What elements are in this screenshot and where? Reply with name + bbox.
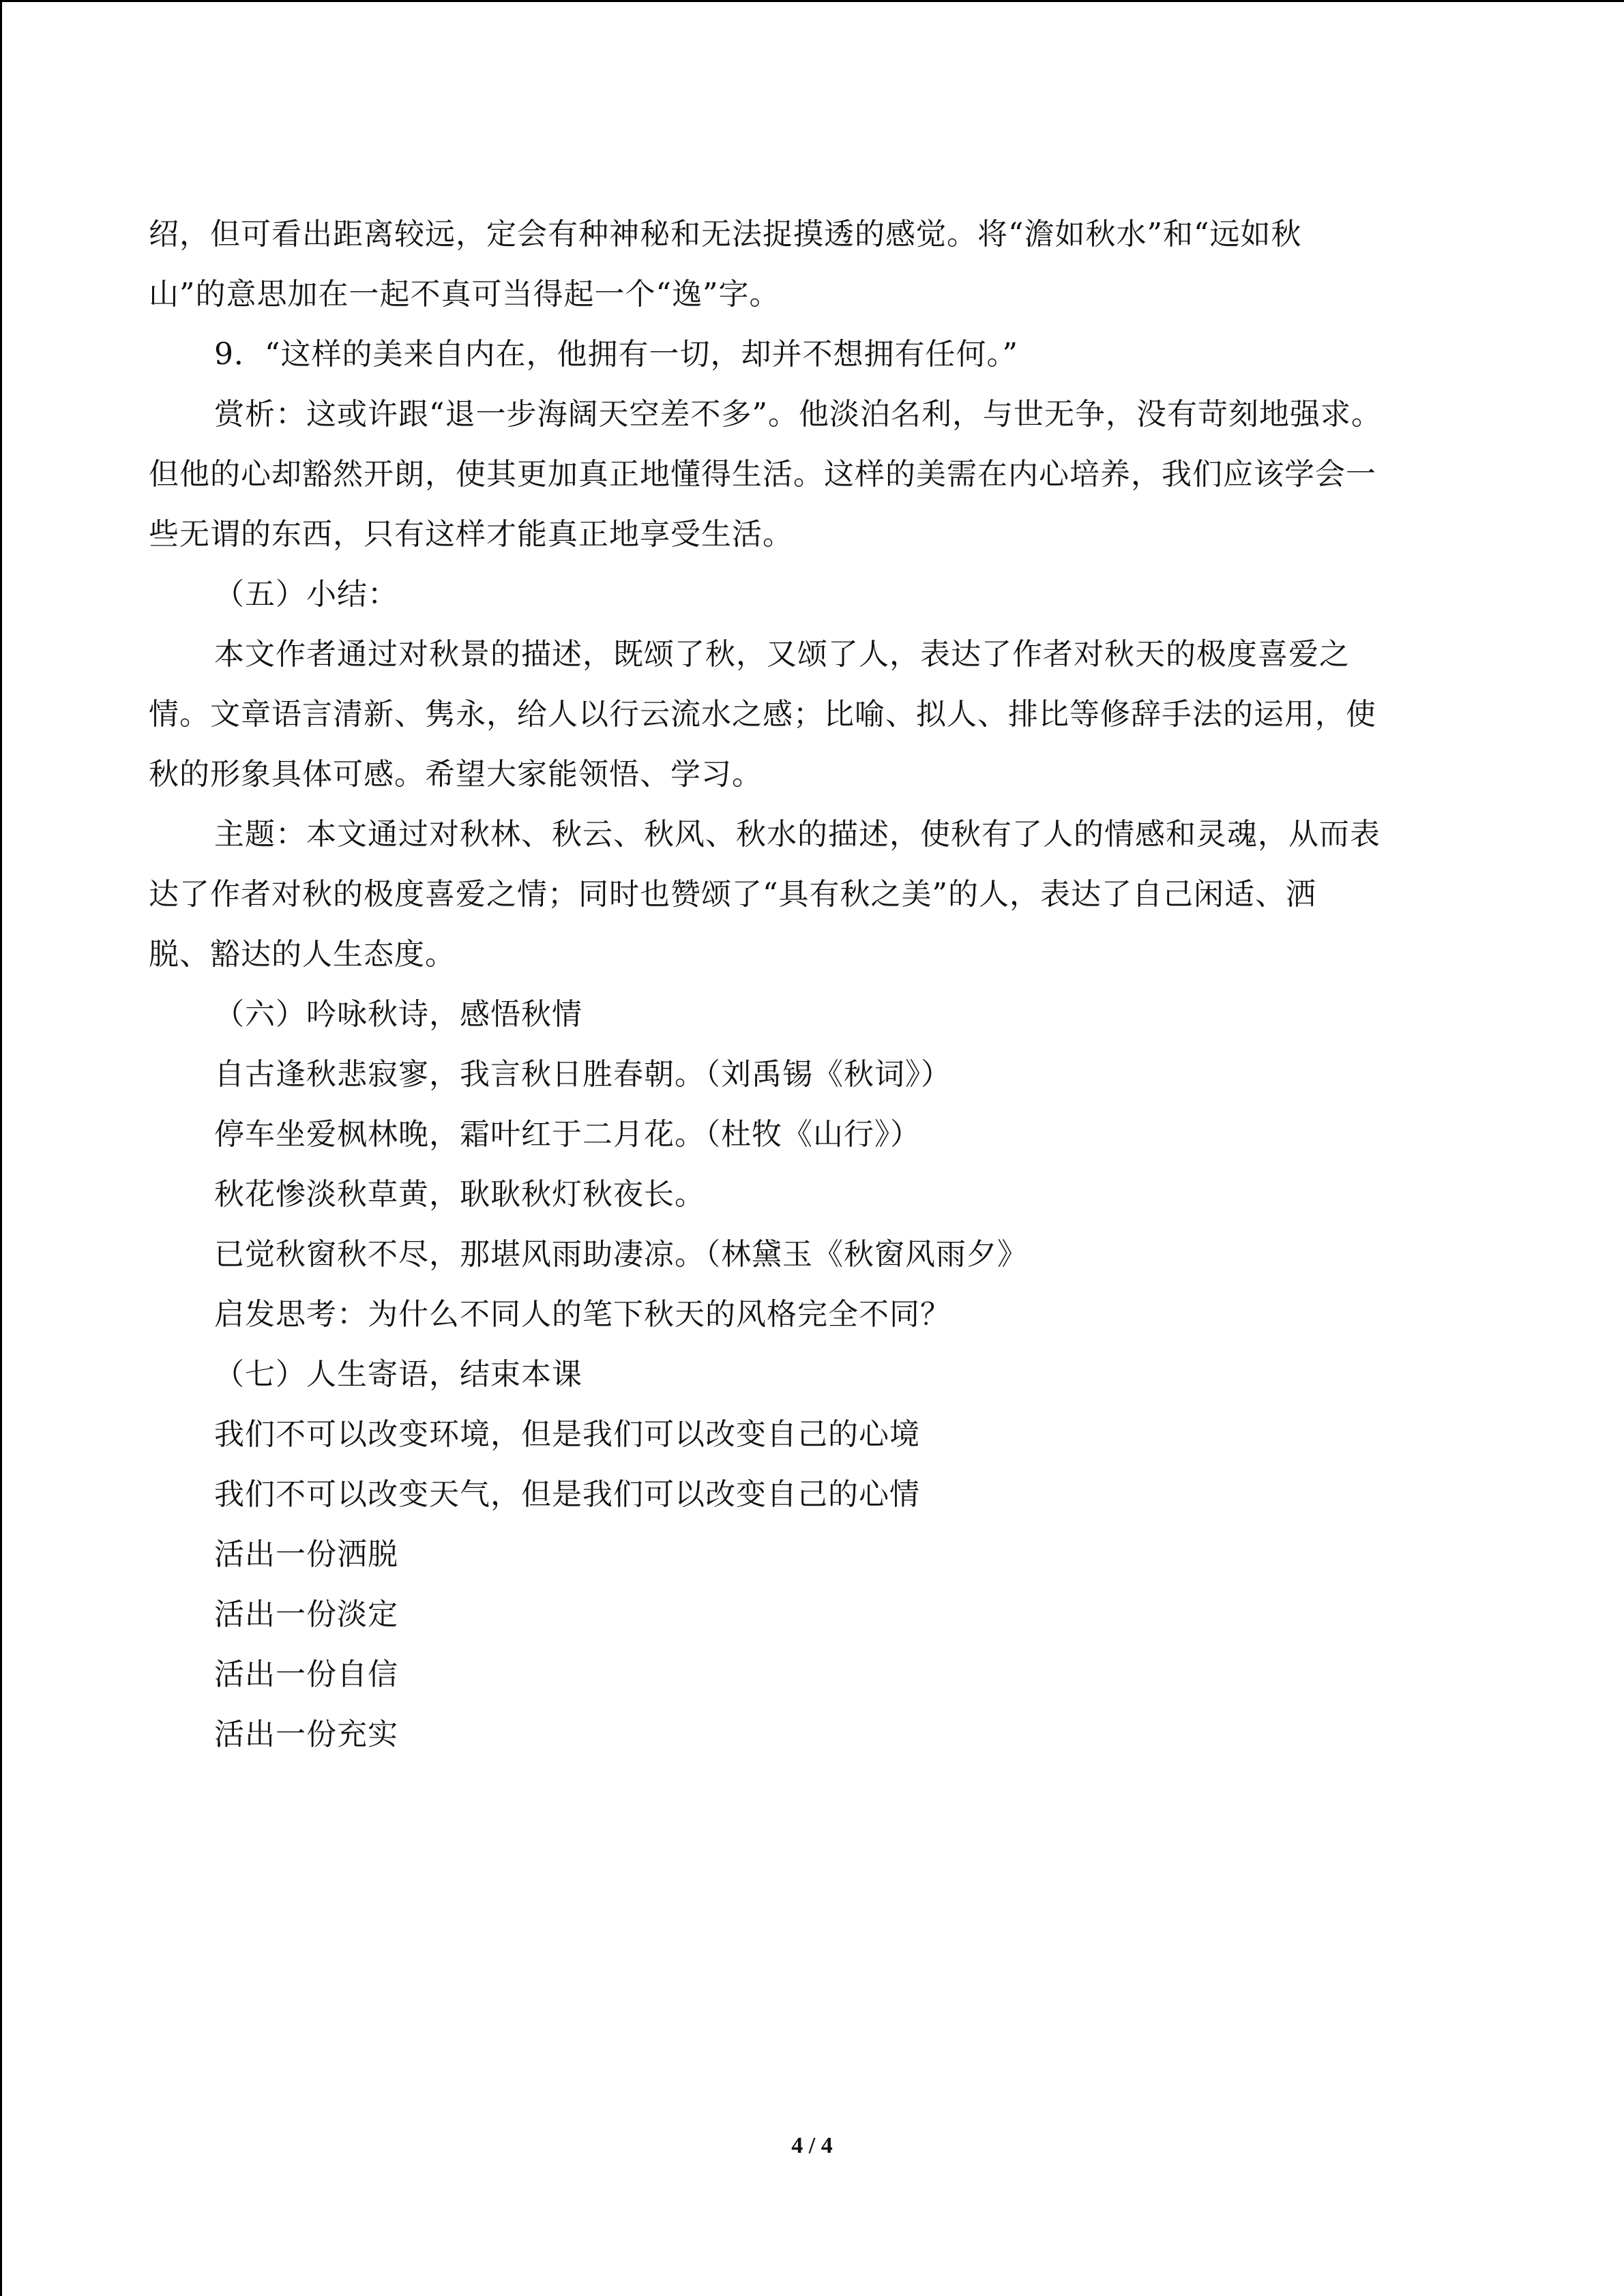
section-heading-closing: （七）人生寄语，结束本课 (214, 1357, 582, 1392)
text-line-9: 情。文章语言清新、隽永，给人以行云流水之感；比喻、拟人、排比等修辞手法的运用，使 (149, 697, 1376, 732)
document-body (149, 205, 1465, 1765)
closing-line-4: 活出一份淡定 (214, 1597, 398, 1632)
text-line-1: 绍，但可看出距离较远，定会有种神秘和无法捉摸透的感觉。将“澹如秋水”和“远如秋 (149, 217, 1302, 252)
closing-line-5: 活出一份自信 (214, 1657, 398, 1692)
section-heading-poems: （六）吟咏秋诗，感悟秋情 (214, 997, 582, 1032)
closing-line-6: 活出一份充实 (214, 1717, 398, 1752)
text-line-2: 山”的意思加在一起不真可当得起一个“逸”字。 (149, 277, 780, 312)
text-line-3: 9．“这样的美来自内在，他拥有一切，却并不想拥有任何。” (214, 337, 1018, 372)
poem-line-4: 已觉秋窗秋不尽，那堪风雨助凄凉。（林黛玉《秋窗风雨夕》 (214, 1237, 1028, 1272)
poem-line-2: 停车坐爱枫林晚，霜叶红于二月花。（杜牧《山行》） (214, 1117, 921, 1152)
section-heading-summary: （五）小结： (214, 577, 398, 612)
text-line-5: 但他的心却豁然开朗，使其更加真正地懂得生活。这样的美需在内心培养，我们应该学会一 (149, 457, 1376, 492)
page-number: 4 / 4 (791, 2133, 833, 2158)
closing-line-1: 我们不可以改变环境，但是我们可以改变自己的心境 (214, 1417, 920, 1452)
text-line-6: 些无谓的东西，只有这样才能真正地享受生活。 (149, 517, 793, 552)
closing-line-3: 活出一份洒脱 (214, 1537, 398, 1572)
text-line-4: 赏析：这或许跟“退一步海阔天空差不多”。他淡泊名利，与世无争，没有苛刻地强求。 (214, 397, 1382, 432)
text-line-8: 本文作者通过对秋景的描述，既颂了秋，又颂了人，表达了作者对秋天的极度喜爱之 (214, 637, 1350, 672)
discussion-question: 启发思考：为什么不同人的笔下秋天的风格完全不同？ (214, 1297, 951, 1332)
closing-line-2: 我们不可以改变天气，但是我们可以改变自己的心情 (214, 1477, 920, 1512)
text-line-10: 秋的形象具体可感。希望大家能领悟、学习。 (149, 757, 763, 792)
poem-line-3: 秋花惨淡秋草黄，耿耿秋灯秋夜长。 (214, 1177, 705, 1212)
poem-line-1: 自古逢秋悲寂寥，我言秋日胜春朝。（刘禹锡《秋词》） (214, 1057, 951, 1092)
text-line-11: 主题：本文通过对秋林、秋云、秋风、秋水的描述，使秋有了人的情感和灵魂，从而表 (214, 817, 1381, 852)
text-line-12: 达了作者对秋的极度喜爱之情；同时也赞颂了“具有秋之美”的人，表达了自己闲适、洒 (149, 877, 1316, 912)
text-line-13: 脱、豁达的人生态度。 (149, 937, 456, 972)
